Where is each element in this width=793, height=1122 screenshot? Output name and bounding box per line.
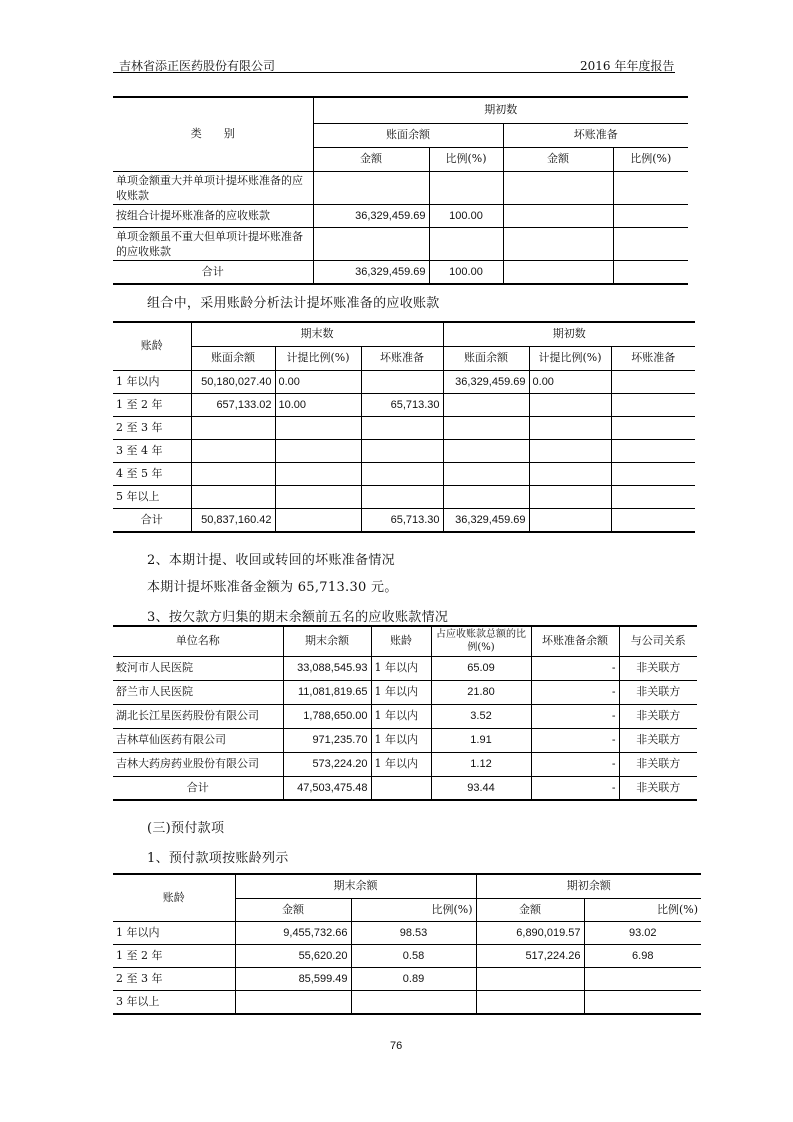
cell: 65,713.30 <box>361 508 443 532</box>
cell <box>361 485 443 508</box>
cell <box>275 439 361 462</box>
table1-category-header: 类 别 <box>113 97 313 171</box>
table-row <box>113 370 695 393</box>
cell: 55,620.20 <box>235 944 351 967</box>
cell-bd-ratio <box>613 227 688 260</box>
cell <box>361 370 443 393</box>
table-row <box>113 508 695 532</box>
cell <box>191 462 275 485</box>
table2-begin-header: 期初数 <box>443 322 695 346</box>
cell-amount: 36,329,459.69 <box>313 260 429 284</box>
cell: 10.00 <box>275 393 361 416</box>
table1-period-header: 期初数 <box>313 97 688 123</box>
cell-rel: 非关联方 <box>619 776 697 800</box>
cell-end: 47,503,475.48 <box>283 776 371 800</box>
cell <box>361 439 443 462</box>
section-heading: 组合中，采用账龄分析法计提坏账准备的应收账款 <box>147 296 440 311</box>
cell <box>529 439 611 462</box>
table4-end-header: 期末余额 <box>235 874 476 898</box>
cell-amount <box>313 227 429 260</box>
table-row <box>113 393 695 416</box>
cell-bd: - <box>531 656 619 680</box>
row-label: 5 年以上 <box>113 485 191 508</box>
table-row <box>113 921 701 944</box>
cell-ratio <box>429 227 503 260</box>
table-prepayments-aging <box>113 873 701 1015</box>
cell <box>611 393 695 416</box>
cell <box>351 990 476 1014</box>
table2-e-ratio-header: 计提比例(%) <box>275 346 361 370</box>
row-label: 2 至 3 年 <box>113 416 191 439</box>
cell-bd-amount <box>503 227 613 260</box>
cell-amount <box>313 171 429 204</box>
cell-ratio: 100.00 <box>429 204 503 227</box>
paragraph: 本期计提坏账准备金额为 65,713.30 元。 <box>147 580 398 595</box>
cell: 0.00 <box>529 370 611 393</box>
table-row <box>113 260 688 284</box>
section-heading: 3、按欠款方归集的期末余额前五名的应收账款情况 <box>147 610 449 625</box>
cell-unit: 吉林大药房药业股份有限公司 <box>113 752 283 776</box>
table3-share-header: 占应收账款总额的比例(%) <box>431 626 531 656</box>
table-row <box>113 967 701 990</box>
table4-begin-header: 期初余额 <box>476 874 701 898</box>
table-row <box>113 656 697 680</box>
table2-e-bd-header: 坏账准备 <box>361 346 443 370</box>
cell <box>529 508 611 532</box>
cell-bd-ratio <box>613 204 688 227</box>
cell: 0.58 <box>351 944 476 967</box>
row-label: 合计 <box>113 508 191 532</box>
header-report: 2016 年年度报告 <box>580 59 675 73</box>
cell-bd-amount <box>503 171 613 204</box>
cell <box>191 416 275 439</box>
cell <box>611 485 695 508</box>
cell <box>361 416 443 439</box>
cell-bd-amount <box>503 204 613 227</box>
cell: 6,890,019.57 <box>476 921 584 944</box>
cell: 6.98 <box>584 944 701 967</box>
table2-b-bd-header: 坏账准备 <box>611 346 695 370</box>
cell <box>443 393 529 416</box>
table-top-five-debtors <box>113 625 697 801</box>
cell-unit: 合计 <box>113 776 283 800</box>
section-heading: 2、本期计提、收回或转回的坏账准备情况 <box>147 553 395 568</box>
cell <box>361 462 443 485</box>
cell: 93.02 <box>584 921 701 944</box>
cell <box>584 967 701 990</box>
table1-bd-amount-header: 金额 <box>503 147 613 171</box>
table-row <box>113 776 697 800</box>
table4-e-amount-header: 金额 <box>235 898 351 921</box>
cell-bd: - <box>531 728 619 752</box>
cell <box>529 393 611 416</box>
table-row <box>113 728 697 752</box>
cell <box>529 462 611 485</box>
table-row <box>113 944 701 967</box>
cell-unit: 舒兰市人民医院 <box>113 680 283 704</box>
cell-end: 33,088,545.93 <box>283 656 371 680</box>
cell <box>476 967 584 990</box>
cell-share: 21.80 <box>431 680 531 704</box>
table3-aging-header: 账龄 <box>371 626 431 656</box>
cell: 9,455,732.66 <box>235 921 351 944</box>
table-row <box>113 485 695 508</box>
cell <box>611 462 695 485</box>
cell <box>191 485 275 508</box>
cell <box>235 990 351 1014</box>
cell <box>611 508 695 532</box>
table2-end-header: 期末数 <box>191 322 443 346</box>
row-label: 4 至 5 年 <box>113 462 191 485</box>
table-aging-analysis <box>113 321 695 533</box>
table-row <box>113 204 688 227</box>
table1-ratio-header: 比例(%) <box>429 147 503 171</box>
cell-unit: 湖北长江星医药股份有限公司 <box>113 704 283 728</box>
cell-bd: - <box>531 704 619 728</box>
cell-end: 11,081,819.65 <box>283 680 371 704</box>
cell <box>611 416 695 439</box>
cell-unit: 蛟河市人民医院 <box>113 656 283 680</box>
cell <box>529 416 611 439</box>
cell <box>275 462 361 485</box>
table2-e-balance-header: 账面余额 <box>191 346 275 370</box>
cell <box>476 990 584 1014</box>
table-row <box>113 680 697 704</box>
header-company: 吉林省添正医药股份有限公司 <box>119 59 276 73</box>
section-heading: (三)预付款项 <box>147 821 225 836</box>
table-row <box>113 462 695 485</box>
table3-unit-header: 单位名称 <box>113 626 283 656</box>
page-number: 76 <box>390 1040 403 1052</box>
cell-rel: 非关联方 <box>619 656 697 680</box>
cell <box>275 416 361 439</box>
row-label: 1 至 2 年 <box>113 944 235 967</box>
cell: 0.00 <box>275 370 361 393</box>
cell-rel: 非关联方 <box>619 704 697 728</box>
table1-amount-header: 金额 <box>313 147 429 171</box>
cell: 517,224.26 <box>476 944 584 967</box>
cell-end: 971,235.70 <box>283 728 371 752</box>
cell <box>611 439 695 462</box>
cell-rel: 非关联方 <box>619 680 697 704</box>
table-row <box>113 752 697 776</box>
cell-aging: 1 年以内 <box>371 728 431 752</box>
cell: 50,837,160.42 <box>191 508 275 532</box>
cell: 657,133.02 <box>191 393 275 416</box>
table4-aging-header: 账龄 <box>113 874 235 921</box>
table-row <box>113 227 688 260</box>
row-label: 按组合计提坏账准备的应收账款 <box>113 204 313 227</box>
table1-bd-ratio-header: 比例(%) <box>613 147 688 171</box>
cell: 65,713.30 <box>361 393 443 416</box>
row-label: 合计 <box>113 260 313 284</box>
table4-e-ratio-header: 比例(%) <box>351 898 476 921</box>
table2-aging-header: 账龄 <box>113 322 191 370</box>
table2-b-ratio-header: 计提比例(%) <box>529 346 611 370</box>
cell-rel: 非关联方 <box>619 728 697 752</box>
cell <box>443 439 529 462</box>
cell: 0.89 <box>351 967 476 990</box>
cell <box>443 485 529 508</box>
cell-amount: 36,329,459.69 <box>313 204 429 227</box>
table1-book-balance-header: 账面余额 <box>313 123 503 147</box>
cell-aging <box>371 776 431 800</box>
table2-b-balance-header: 账面余额 <box>443 346 529 370</box>
cell <box>275 508 361 532</box>
cell-share: 1.91 <box>431 728 531 752</box>
cell-bd: - <box>531 680 619 704</box>
table3-rel-header: 与公司关系 <box>619 626 697 656</box>
cell-unit: 吉林草仙医药有限公司 <box>113 728 283 752</box>
cell-aging: 1 年以内 <box>371 704 431 728</box>
cell <box>529 485 611 508</box>
row-label: 2 至 3 年 <box>113 967 235 990</box>
cell-aging: 1 年以内 <box>371 752 431 776</box>
cell-bd: - <box>531 752 619 776</box>
cell: 85,599.49 <box>235 967 351 990</box>
table-receivable-categories <box>113 96 688 285</box>
table-row <box>113 990 701 1014</box>
cell-end: 573,224.20 <box>283 752 371 776</box>
row-label: 单项金额虽不重大但单项计提坏账准备的应收账款 <box>113 227 313 260</box>
table4-b-amount-header: 金额 <box>476 898 584 921</box>
row-label: 3 年以上 <box>113 990 235 1014</box>
cell <box>611 370 695 393</box>
table3-end-header: 期末余额 <box>283 626 371 656</box>
row-label: 3 至 4 年 <box>113 439 191 462</box>
table1-bad-debt-header: 坏账准备 <box>503 123 688 147</box>
cell-end: 1,788,650.00 <box>283 704 371 728</box>
cell: 50,180,027.40 <box>191 370 275 393</box>
cell-bd-ratio <box>613 260 688 284</box>
cell-aging: 1 年以内 <box>371 656 431 680</box>
cell-aging: 1 年以内 <box>371 680 431 704</box>
cell-bd-amount <box>503 260 613 284</box>
cell-share: 65.09 <box>431 656 531 680</box>
cell: 36,329,459.69 <box>443 508 529 532</box>
header-rule <box>113 72 675 73</box>
cell <box>191 439 275 462</box>
row-label: 1 至 2 年 <box>113 393 191 416</box>
cell-ratio <box>429 171 503 204</box>
section-heading: 1、预付款项按账龄列示 <box>147 851 289 866</box>
cell-share: 93.44 <box>431 776 531 800</box>
cell: 98.53 <box>351 921 476 944</box>
table-row <box>113 704 697 728</box>
cell <box>443 462 529 485</box>
table-row <box>113 439 695 462</box>
cell-share: 3.52 <box>431 704 531 728</box>
table-row <box>113 171 688 204</box>
table4-b-ratio-header: 比例(%) <box>584 898 701 921</box>
cell-ratio: 100.00 <box>429 260 503 284</box>
row-label: 1 年以内 <box>113 370 191 393</box>
row-label: 单项金额重大并单项计提坏账准备的应收账款 <box>113 171 313 204</box>
table-row <box>113 416 695 439</box>
cell-bd: - <box>531 776 619 800</box>
cell <box>443 416 529 439</box>
cell <box>584 990 701 1014</box>
cell-rel: 非关联方 <box>619 752 697 776</box>
cell-share: 1.12 <box>431 752 531 776</box>
table3-bd-header: 坏账准备余额 <box>531 626 619 656</box>
row-label: 1 年以内 <box>113 921 235 944</box>
cell: 36,329,459.69 <box>443 370 529 393</box>
cell-bd-ratio <box>613 171 688 204</box>
cell <box>275 485 361 508</box>
